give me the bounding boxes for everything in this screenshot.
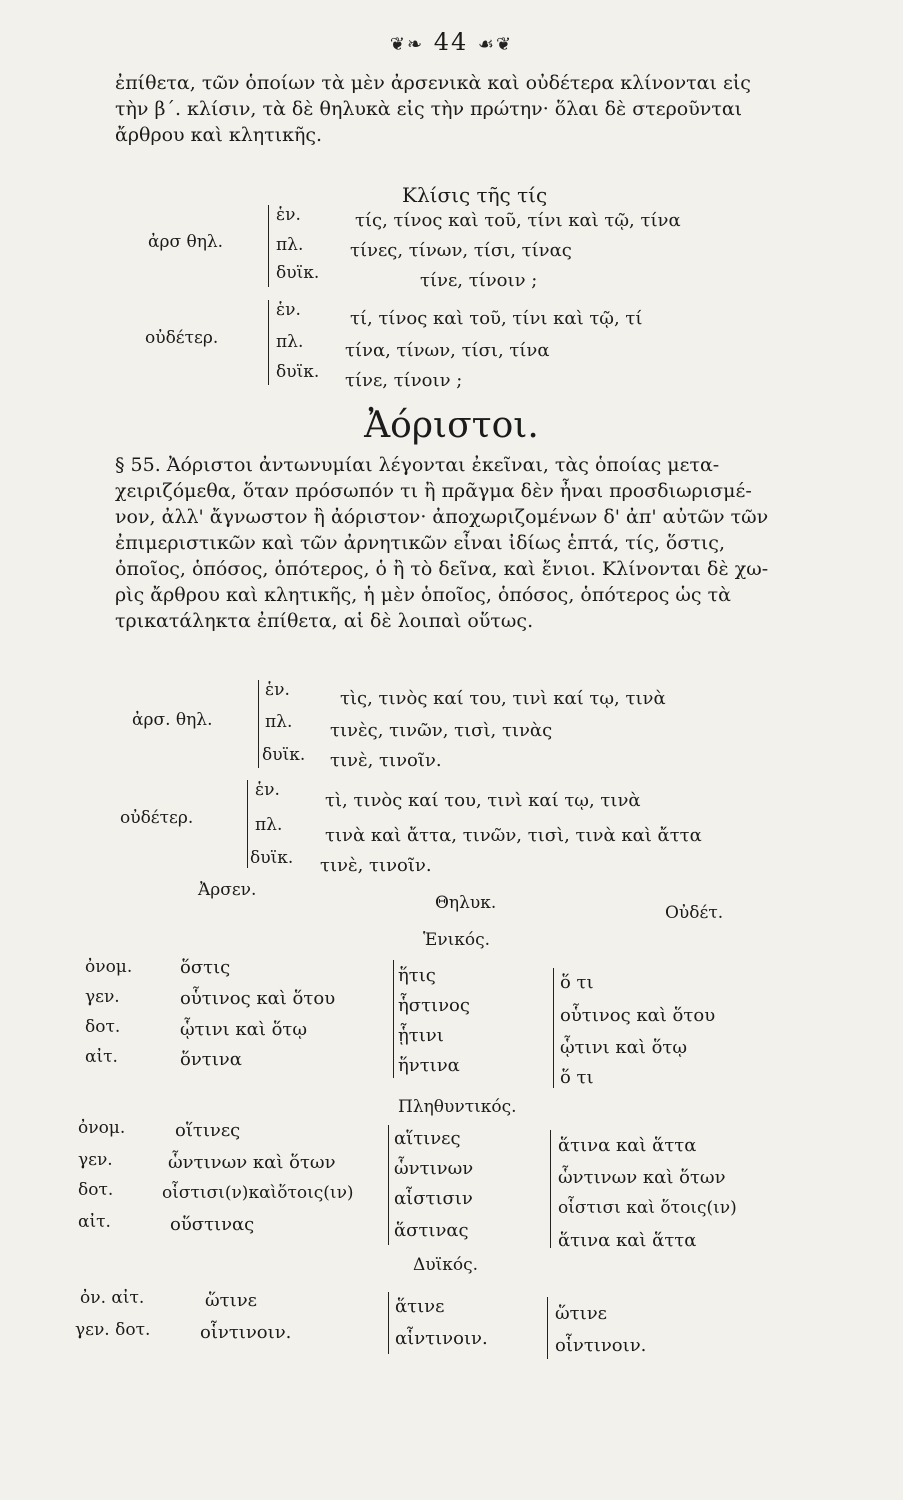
case-label: γεν. bbox=[78, 1150, 113, 1170]
table1-title: Κλίσις τῆς τίς bbox=[402, 183, 548, 207]
declension-forms: τὶ, τινὸς καί του, τινὶ καί τῳ, τινὰ bbox=[325, 790, 641, 811]
neut-form: ὅ τι bbox=[560, 1067, 594, 1088]
declension-forms: τίνε, τίνοιν ; bbox=[345, 370, 463, 391]
number-label: δυϊκ. bbox=[276, 263, 320, 283]
brace bbox=[550, 1130, 551, 1248]
masc-form: ᾧτινι καὶ ὅτῳ bbox=[180, 1019, 308, 1040]
brace bbox=[388, 1292, 389, 1354]
case-label: γεν. bbox=[85, 987, 120, 1007]
brace bbox=[258, 680, 259, 768]
text-line: § 55. Ἀόριστοι ἀντωνυμίαι λέγονται ἐκεῖναι, τὰς ὁποίας μετα- bbox=[115, 454, 720, 476]
case-label: αἰτ. bbox=[78, 1212, 111, 1232]
text-line: νον, ἀλλ' ἄγνωστον ἢ ἀόριστον· ἀποχωριζομένων δ' ἀπ' αὐτῶν τῶν bbox=[115, 506, 769, 528]
brace bbox=[553, 968, 554, 1088]
brace bbox=[547, 1297, 548, 1359]
neut-form: ὧντινων καὶ ὅτων bbox=[558, 1167, 726, 1188]
case-label: ὀνομ. bbox=[78, 1118, 126, 1138]
number-label: πλ. bbox=[265, 712, 293, 732]
text-line: τρικατάληκτα ἐπίθετα, αἱ δὲ λοιπαὶ οὕτως. bbox=[115, 610, 534, 632]
fem-form: αἷντινοιν. bbox=[395, 1328, 488, 1349]
brace bbox=[388, 1125, 389, 1245]
fem-form: ἥντινα bbox=[398, 1055, 460, 1076]
brace bbox=[247, 780, 248, 868]
case-label: γεν. δοτ. bbox=[75, 1320, 151, 1340]
fem-form: ἥτις bbox=[398, 965, 436, 986]
number-label: ἑν. bbox=[276, 205, 301, 225]
masc-form: ὅντινα bbox=[180, 1049, 242, 1070]
left-ornament-icon: ❦❧ bbox=[389, 34, 425, 55]
brace bbox=[268, 205, 269, 287]
column-header-neuter: Οὐδέτ. bbox=[665, 903, 724, 923]
neut-form: οὗτινος καὶ ὅτου bbox=[560, 1005, 716, 1026]
brace bbox=[268, 300, 269, 385]
intro-paragraph bbox=[115, 70, 855, 148]
page-header bbox=[0, 28, 903, 56]
declension-forms: τινὲ, τινοῖν. bbox=[320, 855, 432, 876]
section-paragraph bbox=[115, 452, 855, 634]
case-label: ὀν. αἰτ. bbox=[80, 1288, 145, 1308]
text-line: ὁποῖος, ὁπόσος, ὁπότερος, ὁ ἢ τὸ δεῖνα, καὶ ἔνιοι. Κλίνονται δὲ χω- bbox=[115, 558, 769, 580]
number-label: ἑν. bbox=[265, 680, 290, 700]
brace bbox=[393, 960, 394, 1078]
text-line: ἐπίθετα, τῶν ὁποίων τὰ μὲν ἀρσενικὰ καὶ οὐδέτερα κλίνονται εἰς bbox=[115, 72, 751, 94]
fem-form: ὧντινων bbox=[394, 1158, 474, 1179]
masc-form: ὥτινε bbox=[205, 1290, 257, 1311]
case-label: ὀνομ. bbox=[85, 957, 133, 977]
number-label: πλ. bbox=[276, 235, 304, 255]
text-line: ρὶς ἄρθρου καὶ κλητικῆς, ἡ μὲν ὁποῖος, ὁπόσος, ὁπότερος ὡς τὰ bbox=[115, 584, 731, 606]
text-line: ἄρθρου καὶ κλητικῆς. bbox=[115, 124, 323, 146]
page-number: 44 bbox=[433, 28, 469, 56]
text-line: τὴν β΄. κλίσιν, τὰ δὲ θηλυκὰ εἰς τὴν πρώτην· ὅλαι δὲ στεροῦνται bbox=[115, 98, 743, 120]
declension-forms: τίνα, τίνων, τίσι, τίνα bbox=[345, 340, 550, 361]
masc-form: οἵτινες bbox=[175, 1120, 241, 1141]
text-line: χειριζόμεθα, ὅταν πρόσωπόν τι ἢ πρᾶγμα δὲν ἦναι προσδιωρισμέ- bbox=[115, 480, 752, 502]
declension-forms: τί, τίνος καὶ τοῦ, τίνι καὶ τῷ, τί bbox=[350, 308, 643, 329]
declension-forms: τίνε, τίνοιν ; bbox=[420, 270, 538, 291]
group-label: ἀρσ. θηλ. bbox=[132, 710, 213, 730]
case-label: δοτ. bbox=[85, 1017, 121, 1037]
masc-form: οἷντινοιν. bbox=[200, 1322, 292, 1343]
fem-form: ἅτινε bbox=[395, 1296, 445, 1317]
number-label: πλ. bbox=[276, 332, 304, 352]
fem-form: αἷστισιν bbox=[394, 1188, 473, 1209]
fem-form: αἵτινες bbox=[394, 1128, 461, 1149]
group-label: οὐδέτερ. bbox=[120, 808, 194, 828]
number-label: ἑν. bbox=[276, 300, 301, 320]
column-header-masculine: Ἀρσεν. bbox=[198, 880, 257, 900]
neut-form: ἅτινα καὶ ἅττα bbox=[558, 1230, 697, 1251]
section-heading: Ἀόριστοι. bbox=[364, 405, 539, 446]
masc-form: οὕστινας bbox=[170, 1214, 255, 1235]
masc-form: ὧντινων καὶ ὅτων bbox=[168, 1152, 336, 1173]
right-ornament-icon: ☙❦ bbox=[477, 34, 514, 55]
declension-forms: τινὲς, τινῶν, τισὶ, τινὰς bbox=[330, 720, 553, 741]
text-line: ἐπιμεριστικῶν καὶ τῶν ἀρνητικῶν εἶναι ἰδίως ἑπτά, τίς, ὅστις, bbox=[115, 532, 725, 554]
number-label: δυϊκ. bbox=[262, 745, 306, 765]
neut-form: οἷντινοιν. bbox=[555, 1335, 647, 1356]
group-label: ἀρσ θηλ. bbox=[148, 232, 224, 252]
masc-form: ὅστις bbox=[180, 957, 231, 978]
masc-form: οἷστισι(ν)καὶὅτοις(ιν) bbox=[162, 1183, 354, 1203]
number-label: δυϊκ. bbox=[250, 848, 294, 868]
neut-form: οἷστισι καὶ ὅτοις(ιν) bbox=[558, 1198, 737, 1218]
column-header-feminine: Θηλυκ. bbox=[435, 893, 497, 913]
case-label: αἰτ. bbox=[85, 1047, 118, 1067]
section-title: Πληθυντικός. bbox=[398, 1097, 517, 1117]
case-label: δοτ. bbox=[78, 1180, 114, 1200]
declension-forms: τινὰ καὶ ἄττα, τινῶν, τισὶ, τινὰ καὶ ἄττα bbox=[325, 825, 702, 846]
declension-forms: τίνες, τίνων, τίσι, τίνας bbox=[350, 240, 572, 261]
neut-form: ὥτινε bbox=[555, 1303, 607, 1324]
declension-forms: τίς, τίνος καὶ τοῦ, τίνι καὶ τῷ, τίνα bbox=[355, 210, 681, 231]
neut-form: ἅτινα καὶ ἅττα bbox=[558, 1135, 697, 1156]
fem-form: ἧστινος bbox=[398, 995, 470, 1016]
declension-forms: τὶς, τινὸς καί του, τινὶ καί τῳ, τινὰ bbox=[340, 688, 666, 709]
fem-form: ἅστινας bbox=[394, 1220, 469, 1241]
group-label: οὐδέτερ. bbox=[145, 328, 219, 348]
masc-form: οὗτινος καὶ ὅτου bbox=[180, 988, 336, 1009]
neut-form: ᾧτινι καὶ ὅτῳ bbox=[560, 1037, 688, 1058]
neut-form: ὅ τι bbox=[560, 972, 594, 993]
number-label: πλ. bbox=[255, 815, 283, 835]
number-label: δυϊκ. bbox=[276, 362, 320, 382]
section-title: Ἑνικός. bbox=[423, 930, 491, 950]
fem-form: ᾗτινι bbox=[398, 1025, 444, 1046]
section-title: Δυϊκός. bbox=[413, 1255, 479, 1275]
declension-forms: τινὲ, τινοῖν. bbox=[330, 750, 442, 771]
number-label: ἑν. bbox=[255, 780, 280, 800]
